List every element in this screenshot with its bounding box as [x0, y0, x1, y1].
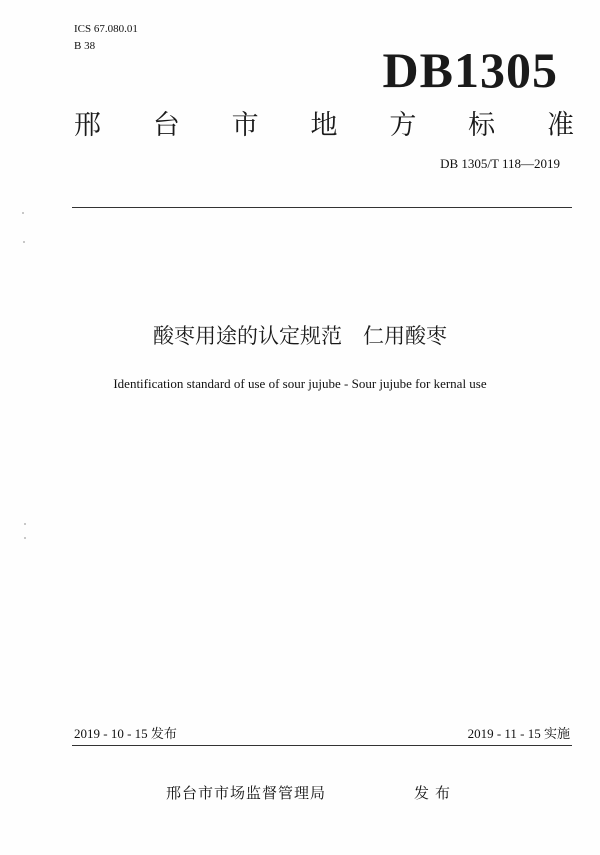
standard-mark: DB1305 [382, 42, 558, 98]
standard-type-char: 台 [152, 110, 180, 141]
issuing-authority: 邢台市市场监督管理局 [166, 784, 327, 802]
standard-type-char: 标 [468, 110, 496, 141]
scan-speck [24, 523, 26, 525]
title-chinese: 酸枣用途的认定规范 仁用酸枣 [153, 324, 447, 348]
standard-type-char: 邢 [74, 110, 101, 141]
standard-number: DB 1305/T 118—2019 [440, 156, 560, 171]
classification-code: B 38 [74, 40, 96, 52]
standard-type-char: 地 [310, 110, 338, 141]
implementation-date: 2019 - 11 - 15 实施 [467, 726, 570, 741]
standard-type-heading [74, 110, 574, 142]
title-english: Identification standard of use of sour jujube - Sour jujube for kernal use [113, 376, 487, 391]
scan-speck [24, 537, 26, 539]
scan-speck [23, 241, 25, 243]
footer-divider [72, 745, 572, 746]
ics-code: ICS 67.080.01 [74, 23, 138, 35]
scan-speck [22, 212, 24, 214]
standard-type-char: 准 [546, 110, 574, 141]
issue-date: 2019 - 10 - 15 发布 [74, 726, 177, 741]
issue-label: 发布 [414, 784, 457, 802]
standard-type-char: 市 [231, 110, 259, 141]
standard-type-char: 方 [389, 110, 417, 141]
header-divider [72, 207, 572, 208]
